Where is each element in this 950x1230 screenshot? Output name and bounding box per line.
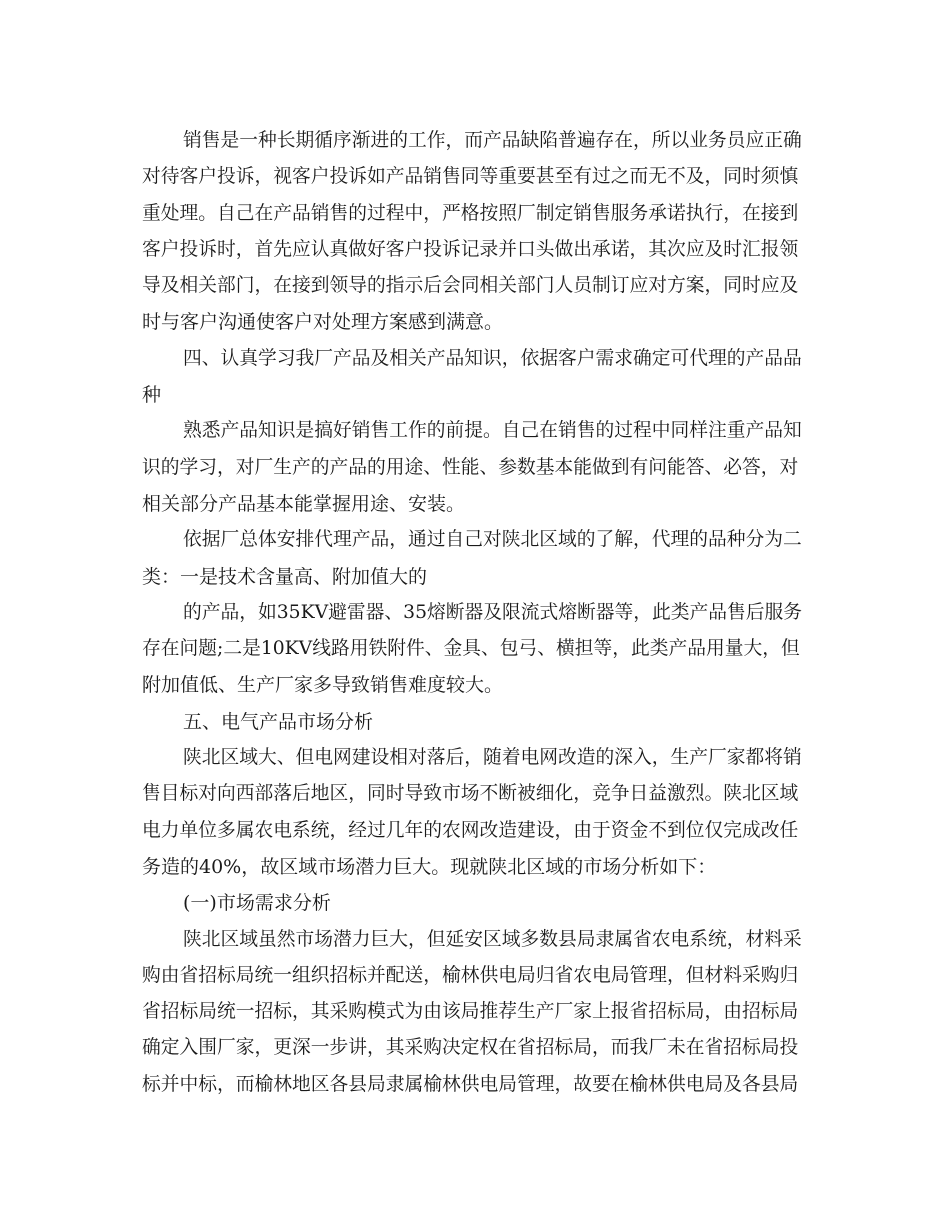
- text-line: 类：一是技术含量高、附加值大的: [142, 565, 428, 588]
- text-line: 购由省招标局统一组织招标并配送，榆林供电局归省农电局管理，但材料采购归: [142, 964, 799, 986]
- text-line: 对待客户投诉，视客户投诉如产品销售同等重要甚至有过之而无不及，同时须慎: [142, 166, 799, 188]
- text-line: 省招标局统一招标，其采购模式为由该局推荐生产厂家上报省招标局，由招标局: [142, 1001, 799, 1023]
- text-line: 相关部分产品基本能掌握用途、安装。: [142, 492, 466, 515]
- text-line: 熟悉产品知识是搞好销售工作的前提。自己在销售的过程中同样注重产品知: [183, 420, 802, 442]
- document-body: [142, 123, 802, 1103]
- text-line: 确定入围厂家，更深一步讲，其采购决定权在省招标局，而我厂未在省招标局投: [142, 1037, 799, 1059]
- text-line: 电力单位多属农电系统，经过几年的农网改造建设，由于资金不到位仅完成改任: [142, 819, 799, 841]
- text-line: 重处理。自己在产品销售的过程中，严格按照厂制定销售服务承诺执行，在接到: [142, 202, 799, 224]
- section-heading-five: 五、电气产品市场分析: [183, 710, 374, 733]
- text-line: 导及相关部门，在接到领导的指示后会同相关部门人员制订应对方案，同时应及: [142, 275, 799, 297]
- text-line: 陕北区域大、但电网建设相对落后，随着电网改造的深入，生产厂家都将销: [183, 747, 802, 769]
- section-heading-four-cont: 种: [142, 384, 162, 407]
- text-line: 标并中标，而榆林地区各县局隶属榆林供电局管理，故要在榆林供电局及各县局: [142, 1073, 799, 1095]
- text-line: 务造的40%，故区域市场潜力巨大。现就陕北区域的市场分析如下：: [142, 855, 717, 878]
- text-line: 识的学习，对厂生产的产品的用途、性能、参数基本能做到有问能答、必答，对: [142, 456, 799, 478]
- text-line: 的产品，如35KV避雷器、35熔断器及限流式熔断器等，此类产品售后服务: [183, 601, 803, 623]
- text-line: 时与客户沟通使客户对处理方案感到满意。: [142, 311, 504, 334]
- text-line: 客户投诉时，首先应认真做好客户投诉记录并口头做出承诺，其次应及时汇报领: [142, 238, 799, 260]
- text-line: 陕北区域虽然市场潜力巨大，但延安区域多数县局隶属省农电系统，材料采: [183, 928, 802, 950]
- section-heading-four: 四、认真学习我厂产品及相关产品知识，依据客户需求确定可代理的产品品: [183, 347, 802, 369]
- text-line: 依据厂总体安排代理产品，通过自己对陕北区域的了解，代理的品种分为二: [183, 529, 802, 551]
- text-line: 存在问题;二是10KV线路用铁附件、金具、包弓、横担等，此类产品用量大，但: [142, 638, 800, 660]
- text-line: 销售是一种长期循序渐进的工作，而产品缺陷普遍存在，所以业务员应正确: [183, 130, 802, 151]
- text-line: 附加值低、生产厂家多导致销售难度较大。: [142, 674, 504, 697]
- text-line: 售目标对向西部落后地区，同时导致市场不断被细化，竞争日益激烈。陕北区域: [142, 783, 799, 805]
- subsection-heading: (一)市场需求分析: [183, 892, 331, 915]
